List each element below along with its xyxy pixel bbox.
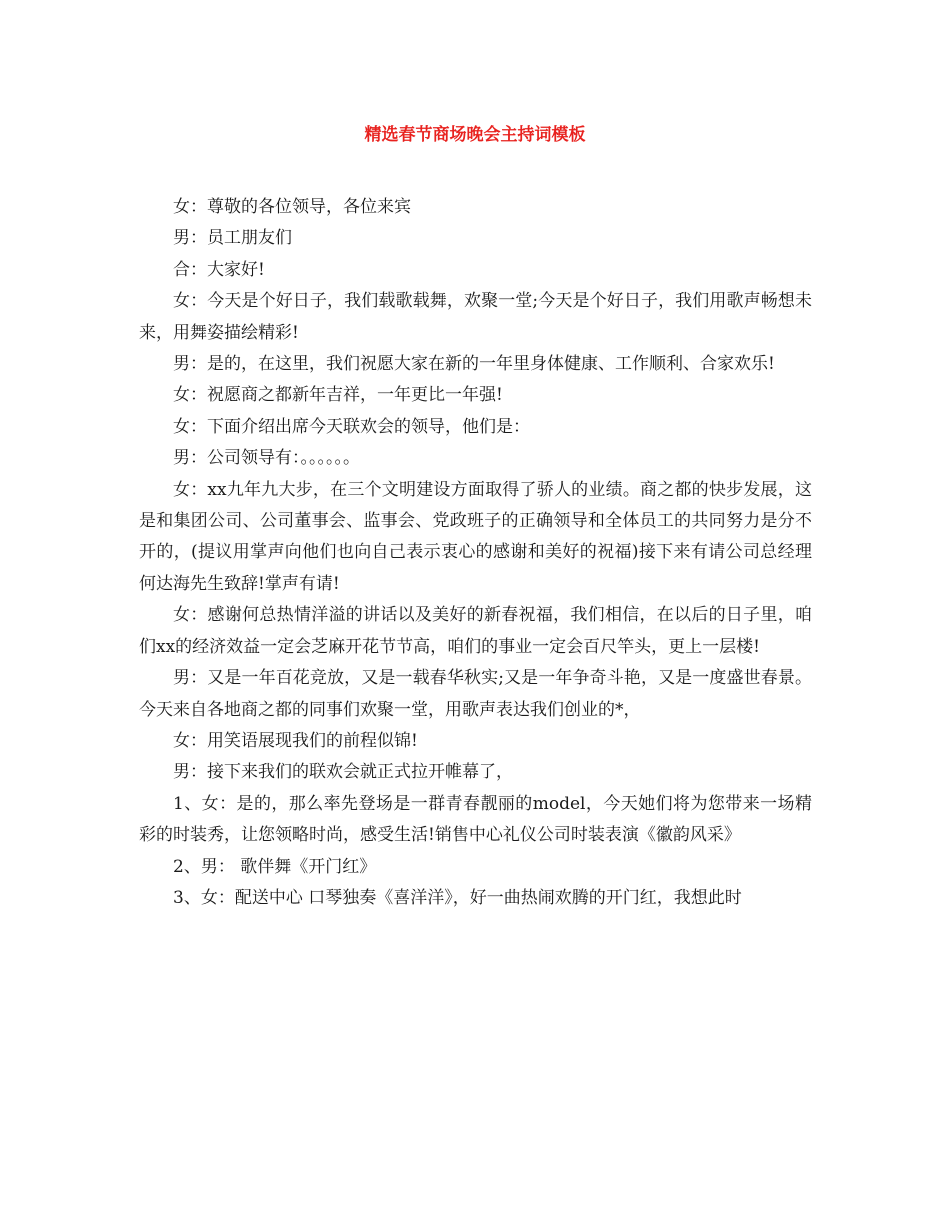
paragraph: 女：感谢何总热情洋溢的讲话以及美好的新春祝福，我们相信，在以后的日子里，咱们xx的经济效益一定会芝麻开花节节高，咱们的事业一定会百尺竿头，更上一层楼!: [139, 605, 812, 657]
paragraph: 男：又是一年百花竞放，又是一载春华秋实;又是一年争奇斗艳，又是一度盛世春景。今天来自各地商之都的同事们欢聚一堂，用歌声表达我们创业的*，: [139, 668, 812, 720]
paragraph: 女：用笑语展现我们的前程似锦!: [173, 730, 418, 751]
paragraph: 女：今天是个好日子，我们载歌载舞，欢聚一堂;今天是个好日子，我们用歌声畅想未来，用舞姿描绘精彩!: [139, 291, 812, 343]
paragraph: 女：尊敬的各位领导，各位来宾: [173, 197, 411, 217]
paragraph: 3、女：配送中心 口琴独奏《喜洋洋》，好一曲热闹欢腾的开门红，我想此时: [173, 887, 742, 908]
paragraph: 女：祝愿商之都新年吉祥，一年更比一年强!: [173, 385, 503, 406]
paragraph: 2、男： 歌伴舞《开门红》: [173, 856, 377, 877]
document-title: 精选春节商场晚会主持词模板: [364, 125, 586, 145]
paragraph: 男：员工朋友们: [173, 228, 292, 249]
paragraph: 女：下面介绍出席今天联欢会的领导，他们是：: [173, 416, 530, 437]
paragraph: 女：xx九年九大步，在三个文明建设方面取得了骄人的业绩。商之都的快步发展，这是和集团公司、公司董事会、监事会、党政班子的正确领导和全体员工的共同努力是分不开的，(提议用掌声向他们也向自己表示衷心的感谢和美好的祝福)接下来有请公司总经理何达海先生致辞!掌声有请!: [139, 479, 812, 594]
paragraph: 男：是的，在这里，我们祝愿大家在新的一年里身体健康、工作顺利、合家欢乐!: [173, 354, 775, 375]
paragraph: 男：公司领导有：。。。。。。: [173, 448, 360, 469]
paragraph: 合：大家好!: [173, 259, 265, 280]
document-body: [139, 192, 812, 914]
paragraph: 1、女：是的，那么率先登场是一群青春靓丽的model，今天她们将为您带来一场精彩的时装秀，让您领略时尚，感受生活!销售中心礼仪公司时装表演《徽韵风采》: [139, 793, 812, 846]
paragraph: 男：接下来我们的联欢会就正式拉开帷幕了，: [173, 762, 513, 783]
